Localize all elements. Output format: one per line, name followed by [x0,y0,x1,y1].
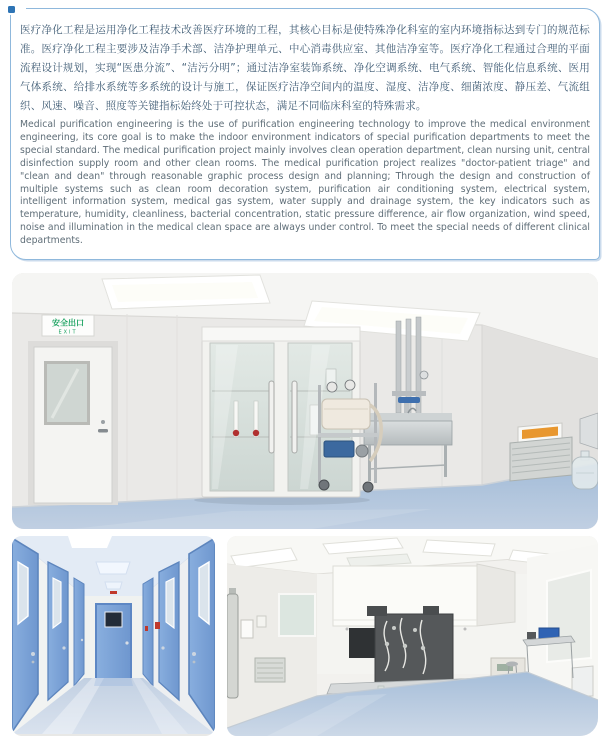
gauge [345,380,355,390]
wall-window [547,570,591,662]
photo-row [12,536,598,736]
pump [324,441,354,457]
intro-card [10,8,600,260]
door-handle [62,646,65,649]
exit-sign-text-en: EXIT [58,329,78,336]
laboratory-illustration [227,536,598,736]
door-handle [161,646,164,649]
cart-wheel [363,482,373,492]
alarm-box [110,591,117,594]
photo-clean-room [12,273,598,529]
door-handle [31,652,35,656]
gas-cylinder [227,588,238,698]
wall-card [257,616,266,627]
door-handle [125,641,128,644]
intro-text-chinese: 医疗净化工程是运用净化工程技术改善医疗环境的工程，其核心目标是使特殊净化科室的室内环境指标达到专门的规范标准。医疗净化工程主要涉及洁净手术部、洁净护理单元、中心消毒供应室、其他洁净室等。医疗净化工程通过合理的平面流程设计规划，实现“医患分流”、“洁污分明”；通过洁净室装饰系统、净化空调系统、电气系统、智能化信息系统、医用气体系统、给排水系统等多系统的设计与施工，保证医疗洁净空间内的温度、湿度、洁净度、细菌浓度、静压差、气流组织、风速、噪音、照度等关键指标始终处于可控状态，满足不同临床科室的特殊需求。 [20,24,590,112]
photo-corridor [12,536,215,736]
alarm-box [145,626,148,631]
door-handle [98,429,108,433]
corner-dot [8,6,15,13]
cabinet-handle [269,381,274,453]
door-reflection [94,678,133,686]
equipment-monitor [349,628,375,658]
corridor-illustration [12,536,215,734]
stool [506,662,518,667]
end-door [95,603,132,678]
door-window [18,562,28,624]
pipe-valve [398,397,420,403]
alarm-box [155,622,160,629]
side-table [580,413,598,449]
wall-window [279,594,315,636]
tank [322,399,370,429]
clean-room-door [28,341,118,505]
door-window [53,578,61,628]
cabinet-handle [292,381,297,453]
cart-wheel [319,480,329,490]
door-window [166,578,174,628]
card-border-gap [13,7,26,10]
ceiling-light [68,536,112,548]
door-handle [192,652,196,656]
door-window [199,562,209,624]
end-door-window [105,612,122,627]
wall-vent [255,658,285,682]
ceiling-light [102,275,270,309]
photo-laboratory [227,536,598,736]
corridor-door [48,562,68,700]
pressure-gauge [420,371,428,379]
corridor-door [74,578,84,686]
corridor-door [159,562,179,700]
exit-sign-text-zh: 安全出口 [52,318,84,328]
corridor-door [143,578,153,686]
gauge [327,382,337,392]
ceiling-light [96,562,130,574]
ceiling-light [105,582,122,589]
clipboard [241,620,253,638]
intro-text-english: Medical purification engineering is the use of purification engineering technology to improve the medical environment engineering, its core goal is to make the indoor environment indicators of special purification departments to meet the special standard. The medical purification project mainly involves clean operation department, clean nursing unit, central disinfection supply room and other clean rooms. The medical purification project realizes "doctor-patient triage" and "clean and dean" through reasonable graphic process design and planning; Through the design and construction of multiple systems such as clean room decoration system, purification air conditioning system, electrical system, intelligent information system, medical gas system, water supply and drainage system, the key indicators such as temperature, humidity, cleanliness, bacterial concentration, static pressure difference, air flow organization, wind speed, noise and illumination in the medical clean space are always under control. To meet the special needs of different clinical departments. [20,119,590,247]
exit-sign [42,315,94,336]
clean-room-illustration [12,273,598,529]
